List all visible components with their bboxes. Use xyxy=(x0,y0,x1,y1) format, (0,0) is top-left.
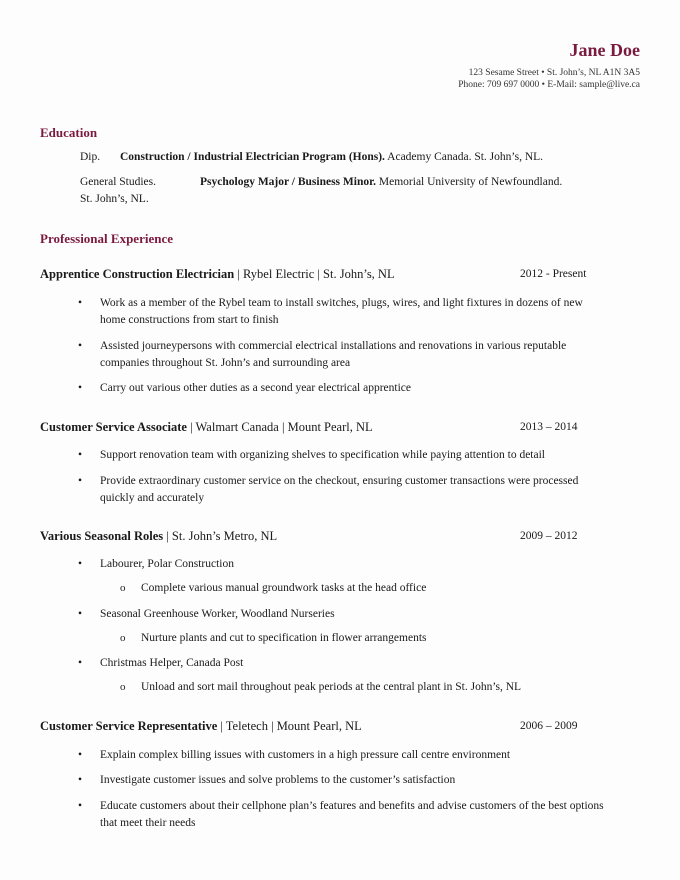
job-role: Apprentice Construction Electrician xyxy=(40,267,235,281)
job-details: | St. John’s Metro, NL xyxy=(163,529,278,543)
institution: Memorial University of Newfoundland. xyxy=(376,176,563,188)
job-dates: 2006 – 2009 xyxy=(520,720,578,732)
bullet-icon: • xyxy=(78,800,83,812)
experience-heading: Professional Experience xyxy=(40,231,173,246)
program-name: Psychology Major / Business Minor. xyxy=(200,176,377,188)
phone-email: Phone: 709 697 0000 • E-Mail: sample@live.ca xyxy=(458,80,640,90)
institution: Academy Canada. St. John’s, NL. xyxy=(384,151,544,163)
sub-bullet-icon: o xyxy=(120,632,126,644)
program-name: Construction / Industrial Electrician Program (Hons). xyxy=(120,151,385,163)
address: 123 Sesame Street • St. John’s, NL A1N 3A5 xyxy=(468,68,640,78)
bullet-icon: • xyxy=(78,449,83,461)
job-dates: 2012 - Present xyxy=(520,268,587,280)
list-item: Seasonal Greenhouse Worker, Woodland Nurseries xyxy=(100,608,335,620)
bullet-icon: • xyxy=(78,297,83,309)
education-entry xyxy=(120,149,640,166)
applicant-name: Jane Doe xyxy=(569,40,640,60)
job-details: | Rybel Electric | St. John’s, NL xyxy=(234,267,395,281)
list-item: Labourer, Polar Construction xyxy=(100,558,234,570)
job-dates: 2009 – 2012 xyxy=(520,530,578,542)
bullet-icon: • xyxy=(78,749,83,761)
education-entry-label: Dip. xyxy=(80,151,101,163)
education-heading: Education xyxy=(40,125,98,140)
education-entry-label: General Studies. xyxy=(80,176,157,188)
job-title xyxy=(40,529,277,544)
education-entry xyxy=(200,174,640,191)
sub-list-item: Complete various manual groundwork tasks at the head office xyxy=(141,582,427,594)
job-role: Customer Service Associate xyxy=(40,420,187,434)
bullet-icon: • xyxy=(78,382,83,394)
job-dates: 2013 – 2014 xyxy=(520,421,578,433)
education-location: St. John’s, NL. xyxy=(80,193,149,205)
job-role: Customer Service Representative xyxy=(40,719,218,733)
list-item: Provide extraordinary customer service on the checkout, ensuring customer transactions were processed quickly and accurately xyxy=(100,475,579,504)
bullet-icon: • xyxy=(78,774,83,786)
list-item: Explain complex billing issues with customers in a high pressure call centre environment xyxy=(100,749,511,761)
sub-list-item: Unload and sort mail throughout peak periods at the central plant in St. John’s, NL xyxy=(141,681,522,693)
list-item: Christmas Helper, Canada Post xyxy=(100,657,244,669)
contact-info xyxy=(458,67,640,91)
job-role: Various Seasonal Roles xyxy=(40,529,164,543)
bullet-icon: • xyxy=(78,558,83,570)
job-title xyxy=(40,267,395,282)
job-title xyxy=(40,420,373,435)
list-item: Assisted journeypersons with commercial electrical installations and renovations in various reputable companies throughout St. John’s and surrounding area xyxy=(100,340,567,369)
sub-bullet-icon: o xyxy=(120,582,126,594)
sub-list-item: Nurture plants and cut to specification in flower arrangements xyxy=(141,632,427,644)
bullet-icon: • xyxy=(78,340,83,352)
list-item: Work as a member of the Rybel team to install switches, plugs, wires, and light fixtures in dozens of new home constructions from start to finish xyxy=(100,297,583,326)
list-item: Educate customers about their cellphone plan’s features and benefits and advise customers of the best options that meet their needs xyxy=(100,800,604,829)
bullet-icon: • xyxy=(78,608,83,620)
job-details: | Teletech | Mount Pearl, NL xyxy=(217,719,362,733)
job-details: | Walmart Canada | Mount Pearl, NL xyxy=(186,420,373,434)
list-item: Investigate customer issues and solve problems to the customer’s satisfaction xyxy=(100,774,456,786)
list-item: Carry out various other duties as a second year electrical apprentice xyxy=(100,382,412,394)
bullet-icon: • xyxy=(78,657,83,669)
list-item: Support renovation team with organizing shelves to specification while paying attention to detail xyxy=(100,449,545,461)
sub-bullet-icon: o xyxy=(120,681,126,693)
job-title xyxy=(40,719,362,734)
bullet-icon: • xyxy=(78,475,83,487)
